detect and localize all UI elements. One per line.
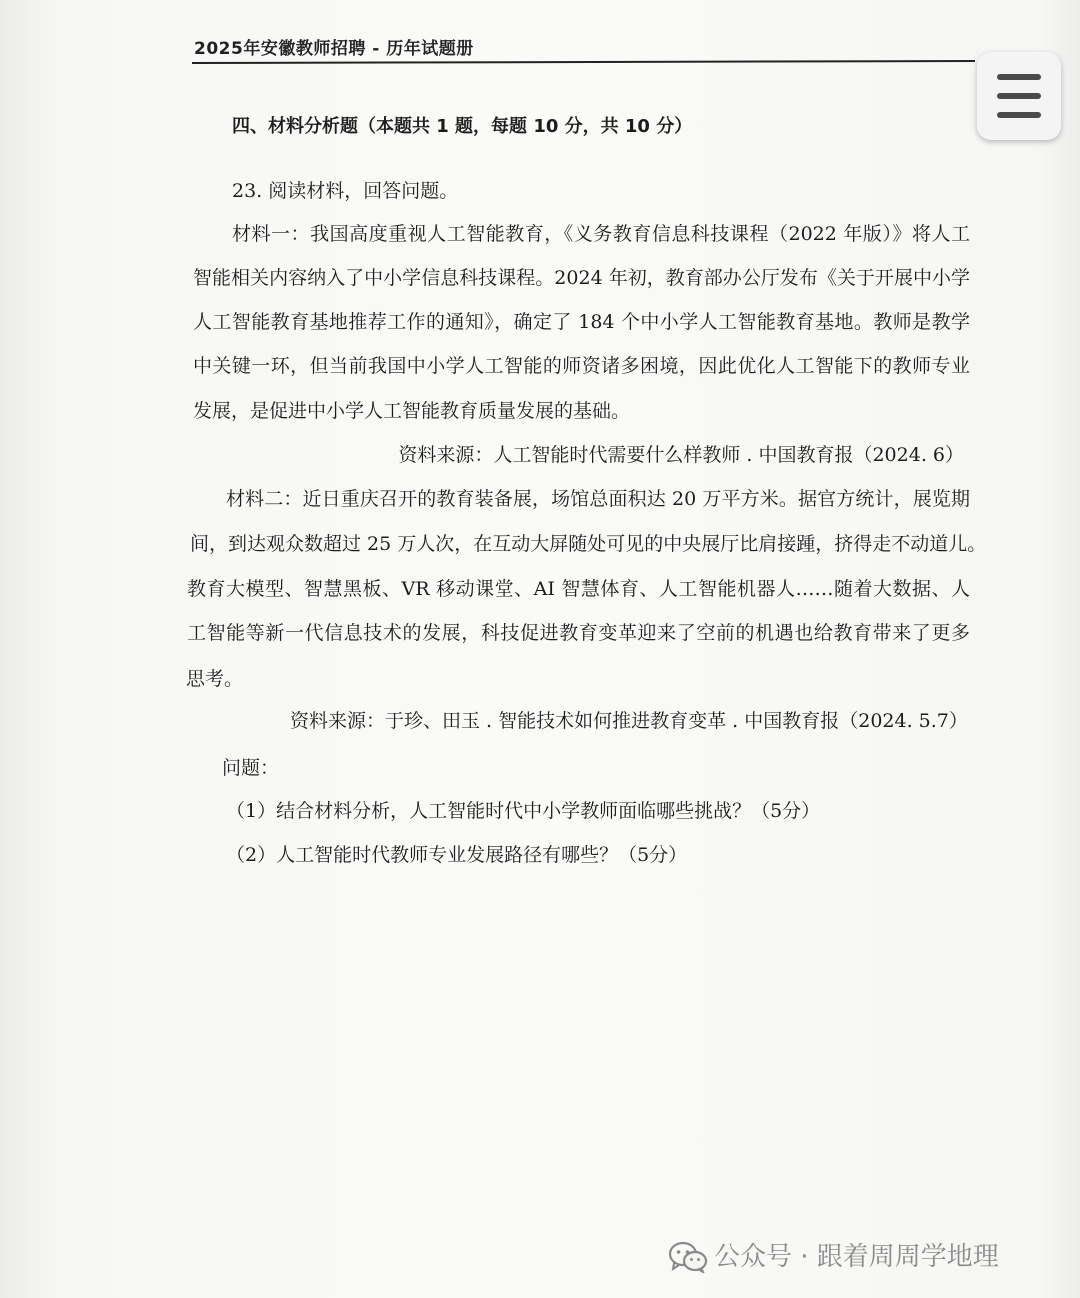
- material1-source: 资料来源：人工智能时代需要什么样教师 . 中国教育报（2024. 6）: [398, 444, 964, 466]
- question-item: （2）人工智能时代教师专业发展路径有哪些？（5分）: [226, 844, 688, 866]
- material2-line: 思考。: [186, 668, 244, 690]
- questions-label: 问题：: [222, 757, 280, 779]
- material1-line: 材料一：我国高度重视人工智能教育，《义务教育信息科技课程（2022 年版）》将人工: [232, 223, 970, 245]
- material2-line: 工智能等新一代信息技术的发展，科技促进教育变革迎来了空前的机遇也给教育带来了更多: [187, 622, 970, 644]
- material2-line: 教育大模型、智慧黑板、VR 移动课堂、AI 智慧体育、人工智能机器人……随着大数据、人: [187, 578, 970, 600]
- question-intro: 23. 阅读材料，回答问题。: [232, 180, 459, 202]
- material1-line: 智能相关内容纳入了中小学信息科技课程。2024 年初，教育部办公厅发布《关于开展中小学: [193, 267, 970, 289]
- material2-source: 资料来源：于珍、田玉 . 智能技术如何推进教育变革 . 中国教育报（2024. 5.7）: [290, 710, 968, 732]
- hamburger-menu-icon: [997, 74, 1041, 80]
- watermark-text: 公众号 · 跟着周周学地理: [714, 1242, 999, 1272]
- hamburger-menu-icon-bar: [997, 112, 1041, 118]
- section-title: 四、材料分析题（本题共 1 题，每题 10 分，共 10 分）: [232, 116, 693, 137]
- header-divider: [192, 60, 975, 64]
- material2-line: 材料二：近日重庆召开的教育装备展，场馆总面积达 20 万平方米。据官方统计，展览期: [226, 488, 970, 510]
- material1-line: 中关键一环，但当前我国中小学人工智能的师资诸多困境，因此优化人工智能下的教师专业: [193, 355, 970, 377]
- material1-line: 人工智能教育基地推荐工作的通知》，确定了 184 个中小学人工智能教育基地。教师是教学: [193, 311, 970, 333]
- question-item: （1）结合材料分析，人工智能时代中小学教师面临哪些挑战？（5分）: [226, 800, 821, 822]
- wechat-icon: [668, 1241, 708, 1273]
- material2-line: 间，到达观众数超过 25 万人次，在互动大屏随处可见的中央展厅比肩接踵，挤得走不动道儿。: [190, 533, 987, 555]
- menu-button[interactable]: [977, 52, 1061, 140]
- hamburger-menu-icon-bar: [997, 93, 1041, 99]
- page-header-title: 2025年安徽教师招聘 - 历年试题册: [194, 39, 474, 59]
- material1-line: 发展，是促进中小学人工智能教育质量发展的基础。: [193, 400, 631, 422]
